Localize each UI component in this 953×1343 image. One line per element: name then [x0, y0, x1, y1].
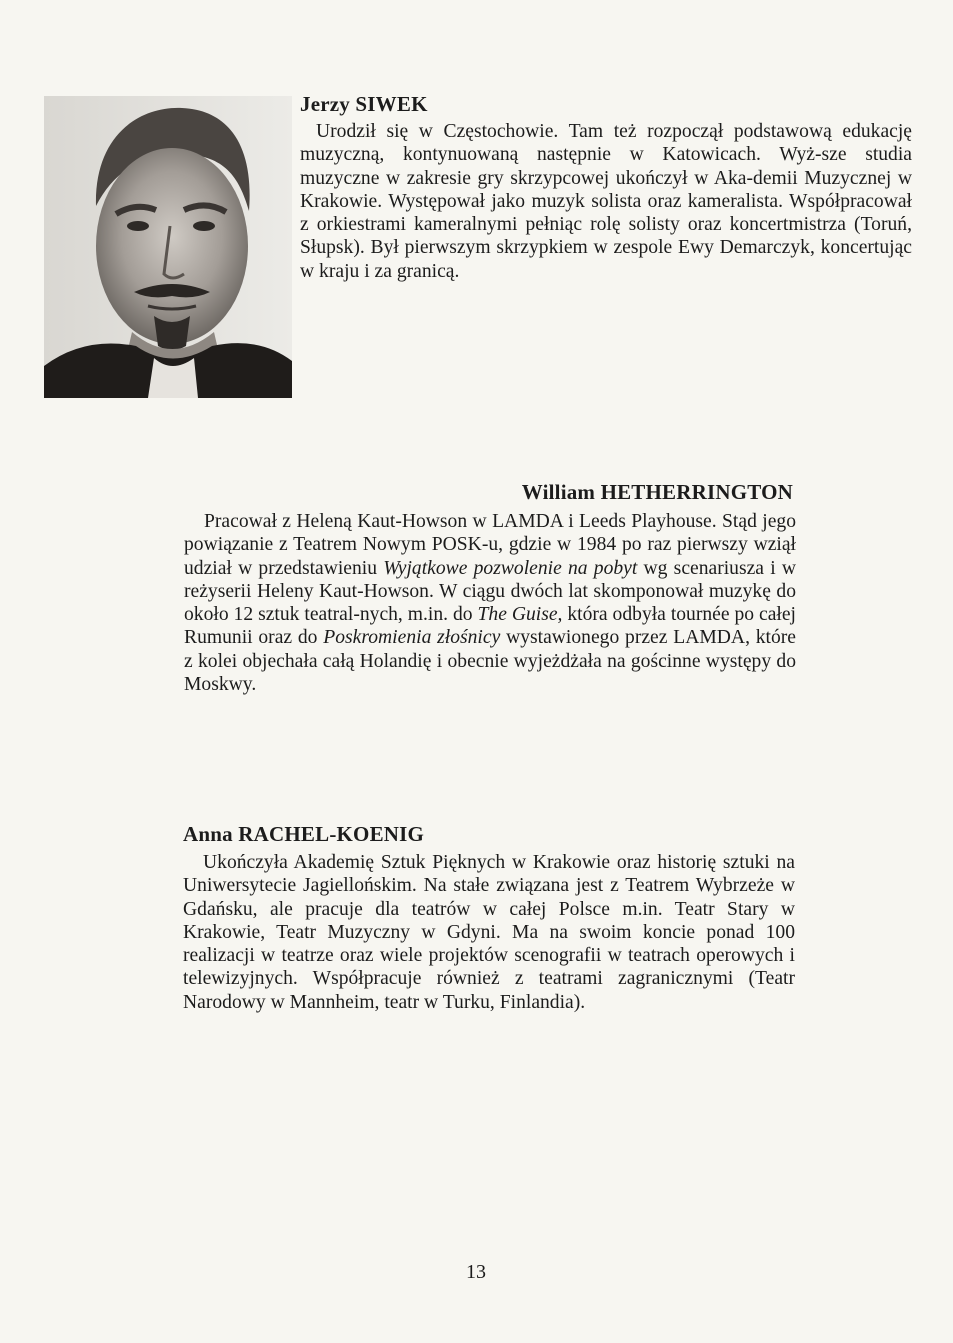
work-title: Wyjątkowe pozwolenie na pobyt: [383, 557, 638, 579]
bio-name-william-hetherrington: William HETHERRINGTON: [521, 480, 793, 504]
portrait-image: [44, 96, 292, 398]
bio-text-william-hetherrington: [184, 510, 796, 696]
text-segment: wystawionego przez LAMDA, które z kolei objechała całą Holandię i obecnie wyjeżdżała na gościnne występy do Moskwy.: [184, 627, 797, 696]
text-segment: Pracował z Heleną Kaut-Howson w LAMDA i Leeds Playhouse. Stąd jego powiązanie z Teatrem Nowym POSK-u, gdzie w 1984 po raz pierwszy wziął udział w przedstawieniu: [184, 511, 796, 579]
bio-text-jerzy-siwek: [300, 120, 912, 283]
bio-paragraph: Urodził się w Częstochowie. Tam też rozpoczął podstawową edukację muzyczną, kontynuowaną następnie w Katowicach. Wyż-sze studia muzyczne w zakresie gry skrzypcowej ukończył w Aka-demii Muzycznej w Krakowie. Występował jako muzyk solista oraz kameralista. Współpracował z orkiestrami kameralnymi pełniąc rolę solisty oraz koncertmistrza (Toruń, Słupsk). Był pierwszym skrzypkiem w zespole Ewy Demarczyk, koncertując w kraju i za granicą.: [300, 121, 912, 282]
bio-name-jerzy-siwek: Jerzy SIWEK: [300, 92, 428, 116]
bio-paragraph: Ukończyła Akademię Sztuk Pięknych w Krakowie oraz historię sztuki na Uniwersytecie Jagiellońskim. Na stałe związana jest z Teatrem Wybrzeże w Gdańsku, ale pracuje dla teatrów w całej Polsce m.in. Teatr Stary w Krakowie, Teatr Muzyczny w Gdyni. Ma na swoim koncie ponad 100 realizacji w teatrze oraz wiele projektów scenografii w teatrach operowych i telewizyjnych. Współpracuje również z teatrami zagranicznymi (Teatr Narodowy w Mannheim, teatr w Turku, Finlandia).: [183, 852, 795, 1013]
text-segment: wg scenariusza i w reżyserii Heleny Kaut-Howson. W ciągu dwóch lat skomponował muzykę do około 12 sztuk teatral-nych, m.in. do: [184, 557, 796, 626]
bio-text-anna-rachel-koenig: [183, 851, 795, 1014]
page-number: 13: [466, 1261, 486, 1283]
work-title: The Guise,: [477, 604, 563, 626]
text-segment: która odbyła tournée po całej Rumunii oraz do: [184, 604, 796, 649]
work-title: Poskromienia złośnicy: [323, 627, 501, 649]
portrait-photo: [44, 96, 292, 398]
bio-paragraph: [184, 510, 796, 696]
bio-name-anna-rachel-koenig: Anna RACHEL-KOENIG: [183, 822, 425, 846]
